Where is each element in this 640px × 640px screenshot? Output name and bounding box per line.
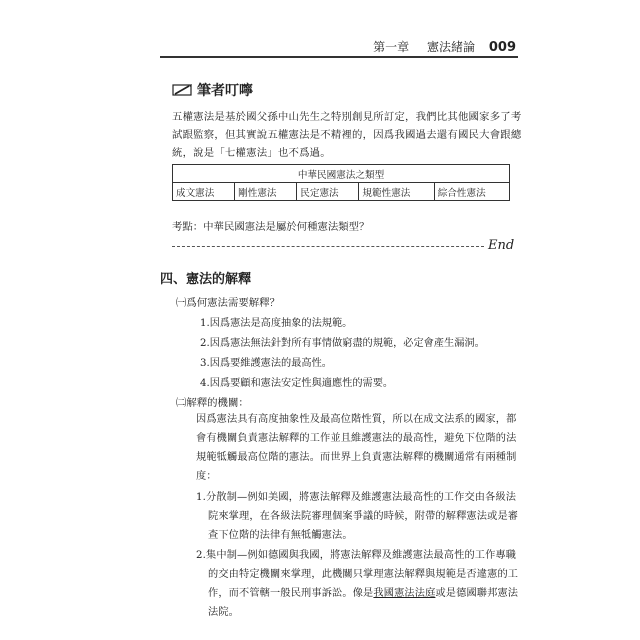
end-divider xyxy=(172,246,484,247)
table-cell: 規範性憲法 xyxy=(359,183,434,201)
table-cell: 剛性憲法 xyxy=(235,183,297,201)
author-note-title xyxy=(172,80,253,100)
q2-item-centralized xyxy=(196,546,522,622)
author-note-paragraph: 五權憲法是基於國父孫中山先生之特別創見所訂定，我們比其他國家多了考試跟監察，但其實說五權憲法是不精裡的，因爲我國過去還有國民大會跟總統，說是「七權憲法」也不爲過。 xyxy=(172,111,522,159)
item2-underlined-term: 我國憲法法庭 xyxy=(373,588,436,599)
q2-intro-paragraph: 因爲憲法具有高度抽象性及最高位階性質，所以在成文法系的國家，都會有機關負責憲法解釋的工作並且維護憲法的最高性，避免下位階的法規範牴觸最高位階的憲法。而世界上負責憲法解釋的機關通常有兩種制度： xyxy=(196,414,517,482)
table-cell: 民定憲法 xyxy=(297,183,359,201)
table-cell: 綜合性憲法 xyxy=(434,183,509,201)
pencil-note-icon xyxy=(172,83,194,97)
list-item: 2.因爲憲法無法針對所有事情做窮盡的規範，必定會產生漏洞。 xyxy=(200,338,485,349)
running-header xyxy=(373,38,516,55)
end-mark: End xyxy=(488,238,515,253)
list-item: 3.因爲要維護憲法的最高性。 xyxy=(200,358,332,369)
page-number: 009 xyxy=(488,40,516,55)
q1-heading: ㈠爲何憲法需要解釋？ xyxy=(176,297,280,309)
table-caption: 中華民國憲法之類型 xyxy=(173,165,510,183)
constitution-type-table xyxy=(172,164,510,201)
q2-heading: ㈡解釋的機關： xyxy=(176,397,249,409)
author-note-heading: 筆者叮嚀 xyxy=(197,83,253,99)
list-item: 1.因爲憲法是高度抽象的法規範。 xyxy=(200,318,353,329)
list-item: 4.因爲要顧和憲法安定性與適應性的需要。 xyxy=(200,378,394,389)
exam-point: 考點：中華民國憲法是屬於何種憲法類型？ xyxy=(172,221,370,233)
header-rule xyxy=(160,56,518,58)
chapter-label: 第一章 xyxy=(373,40,410,54)
table-row xyxy=(173,183,510,201)
table-cell: 成文憲法 xyxy=(173,183,235,201)
section-title: 四、憲法的解釋 xyxy=(160,272,252,287)
q2-item-decentralized: 1.分散制—例如美國，將憲法解釋及維護憲法最高性的工作交由各級法院來掌理，在各級法院審理個案爭議的時候，附帶的解釋憲法或是審查下位階的法律有無牴觸憲法。 xyxy=(196,492,519,541)
item2-text: 2.集中制—例如德國與我國，將憲法解釋及維護憲法最高性的工作專職的交由特定機關來掌理，此機關只掌理憲法解釋與規範是否違憲的工作，而不管轄一般民刑事訴訟。像是 xyxy=(196,550,519,599)
item2-text-end: 或是德國聯邦憲法法院。 xyxy=(208,588,519,618)
section-label: 憲法緒論 xyxy=(427,40,476,54)
